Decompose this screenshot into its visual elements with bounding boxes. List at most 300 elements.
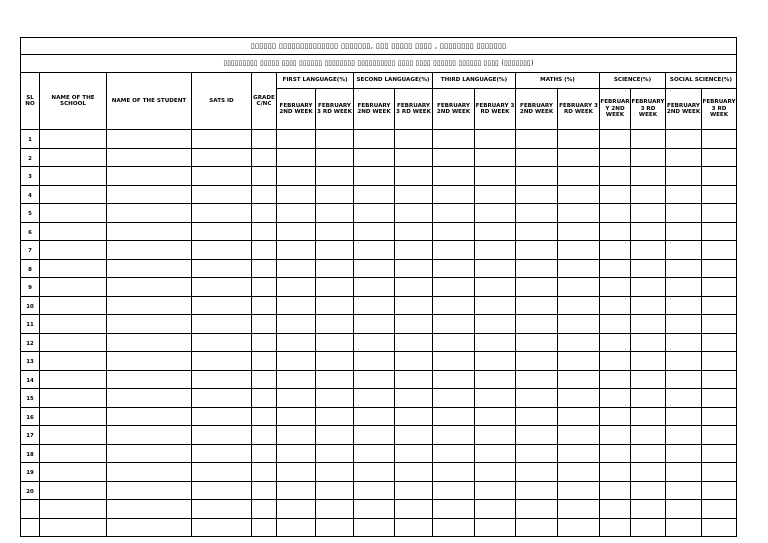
table-cell[interactable] xyxy=(666,167,702,186)
table-cell[interactable] xyxy=(516,444,558,463)
table-cell[interactable] xyxy=(316,222,354,241)
table-cell[interactable] xyxy=(277,518,316,537)
table-cell[interactable] xyxy=(107,241,192,260)
table-cell[interactable] xyxy=(316,352,354,371)
table-cell[interactable] xyxy=(516,518,558,537)
table-cell[interactable] xyxy=(192,315,252,334)
table-cell[interactable] xyxy=(558,500,600,519)
table-cell[interactable] xyxy=(666,148,702,167)
table-cell[interactable] xyxy=(354,463,395,482)
table-cell[interactable] xyxy=(516,296,558,315)
table-cell[interactable] xyxy=(702,296,737,315)
table-cell[interactable] xyxy=(666,518,702,537)
table-cell[interactable] xyxy=(40,204,107,223)
table-cell[interactable] xyxy=(395,185,433,204)
table-cell[interactable] xyxy=(666,185,702,204)
table-cell[interactable] xyxy=(354,481,395,500)
table-cell[interactable] xyxy=(475,333,516,352)
table-cell[interactable] xyxy=(516,222,558,241)
table-cell[interactable] xyxy=(40,463,107,482)
table-cell[interactable] xyxy=(40,518,107,537)
table-cell[interactable] xyxy=(277,222,316,241)
table-cell[interactable] xyxy=(666,426,702,445)
table-cell[interactable] xyxy=(277,444,316,463)
table-cell[interactable] xyxy=(475,315,516,334)
table-cell[interactable] xyxy=(516,426,558,445)
table-cell[interactable] xyxy=(558,259,600,278)
table-cell[interactable] xyxy=(475,518,516,537)
table-cell[interactable] xyxy=(107,444,192,463)
table-cell[interactable] xyxy=(192,167,252,186)
table-cell[interactable] xyxy=(666,130,702,149)
table-cell[interactable] xyxy=(277,259,316,278)
table-cell[interactable] xyxy=(40,333,107,352)
table-cell[interactable] xyxy=(252,278,277,297)
table-cell[interactable] xyxy=(558,481,600,500)
table-cell[interactable] xyxy=(252,241,277,260)
table-cell[interactable] xyxy=(558,370,600,389)
table-cell[interactable] xyxy=(558,463,600,482)
table-cell[interactable] xyxy=(192,481,252,500)
table-cell[interactable] xyxy=(702,185,737,204)
table-cell[interactable] xyxy=(475,278,516,297)
table-cell[interactable] xyxy=(395,148,433,167)
table-cell[interactable] xyxy=(316,426,354,445)
table-cell[interactable] xyxy=(277,148,316,167)
table-cell[interactable] xyxy=(702,426,737,445)
table-cell[interactable] xyxy=(702,500,737,519)
table-cell[interactable] xyxy=(631,333,666,352)
table-cell[interactable] xyxy=(558,222,600,241)
table-cell[interactable] xyxy=(600,481,631,500)
table-cell[interactable] xyxy=(666,241,702,260)
table-cell[interactable] xyxy=(475,148,516,167)
table-cell[interactable] xyxy=(516,500,558,519)
table-cell[interactable] xyxy=(40,481,107,500)
table-cell[interactable] xyxy=(600,352,631,371)
table-cell[interactable] xyxy=(192,185,252,204)
table-cell[interactable] xyxy=(277,167,316,186)
table-cell[interactable] xyxy=(277,481,316,500)
table-cell[interactable] xyxy=(316,259,354,278)
table-cell[interactable] xyxy=(631,315,666,334)
table-cell[interactable] xyxy=(516,148,558,167)
table-cell[interactable] xyxy=(631,222,666,241)
table-cell[interactable] xyxy=(354,444,395,463)
table-cell[interactable] xyxy=(40,259,107,278)
table-cell[interactable] xyxy=(600,444,631,463)
table-cell[interactable] xyxy=(516,370,558,389)
table-cell[interactable] xyxy=(316,315,354,334)
table-cell[interactable] xyxy=(192,444,252,463)
table-cell[interactable] xyxy=(316,407,354,426)
table-cell[interactable] xyxy=(192,463,252,482)
table-cell[interactable] xyxy=(354,259,395,278)
table-cell[interactable] xyxy=(666,259,702,278)
table-cell[interactable] xyxy=(395,389,433,408)
table-cell[interactable] xyxy=(395,259,433,278)
table-cell[interactable] xyxy=(600,463,631,482)
table-cell[interactable] xyxy=(516,352,558,371)
table-cell[interactable] xyxy=(433,500,475,519)
table-cell[interactable] xyxy=(666,444,702,463)
table-cell[interactable] xyxy=(192,389,252,408)
table-cell[interactable] xyxy=(40,185,107,204)
table-cell[interactable] xyxy=(433,370,475,389)
table-cell[interactable] xyxy=(40,222,107,241)
table-cell[interactable] xyxy=(666,222,702,241)
table-cell[interactable] xyxy=(277,278,316,297)
table-cell[interactable] xyxy=(107,481,192,500)
table-cell[interactable] xyxy=(252,481,277,500)
table-cell[interactable] xyxy=(631,259,666,278)
table-cell[interactable] xyxy=(433,444,475,463)
table-cell[interactable] xyxy=(107,296,192,315)
table-cell[interactable] xyxy=(354,370,395,389)
table-cell[interactable] xyxy=(395,204,433,223)
table-cell[interactable] xyxy=(277,185,316,204)
table-cell[interactable] xyxy=(600,130,631,149)
table-cell[interactable] xyxy=(516,130,558,149)
table-cell[interactable] xyxy=(192,148,252,167)
table-cell[interactable] xyxy=(600,259,631,278)
table-cell[interactable] xyxy=(252,352,277,371)
table-cell[interactable] xyxy=(395,167,433,186)
table-cell[interactable] xyxy=(600,315,631,334)
table-cell[interactable] xyxy=(252,222,277,241)
table-cell[interactable] xyxy=(702,315,737,334)
table-cell[interactable] xyxy=(516,463,558,482)
table-cell[interactable] xyxy=(666,481,702,500)
table-cell[interactable] xyxy=(40,407,107,426)
table-cell[interactable] xyxy=(354,315,395,334)
table-cell[interactable] xyxy=(631,426,666,445)
table-cell[interactable] xyxy=(107,259,192,278)
table-cell[interactable] xyxy=(600,333,631,352)
table-cell[interactable] xyxy=(395,333,433,352)
table-cell[interactable] xyxy=(316,167,354,186)
table-cell[interactable] xyxy=(252,500,277,519)
table-cell[interactable] xyxy=(252,407,277,426)
table-cell[interactable] xyxy=(600,278,631,297)
table-cell[interactable] xyxy=(40,352,107,371)
table-cell[interactable] xyxy=(40,370,107,389)
table-cell[interactable] xyxy=(252,518,277,537)
table-cell[interactable] xyxy=(631,278,666,297)
table-cell[interactable] xyxy=(107,278,192,297)
table-cell[interactable] xyxy=(558,407,600,426)
table-cell[interactable] xyxy=(252,296,277,315)
table-cell[interactable] xyxy=(395,278,433,297)
table-cell[interactable] xyxy=(354,241,395,260)
table-cell[interactable] xyxy=(516,167,558,186)
table-cell[interactable] xyxy=(395,130,433,149)
table-cell[interactable] xyxy=(192,407,252,426)
table-cell[interactable] xyxy=(395,296,433,315)
table-cell[interactable] xyxy=(354,296,395,315)
table-cell[interactable] xyxy=(600,296,631,315)
table-cell[interactable] xyxy=(252,130,277,149)
table-cell[interactable] xyxy=(354,500,395,519)
table-cell[interactable] xyxy=(395,463,433,482)
table-cell[interactable] xyxy=(516,185,558,204)
table-cell[interactable] xyxy=(558,241,600,260)
table-cell[interactable] xyxy=(475,204,516,223)
table-cell[interactable] xyxy=(558,296,600,315)
table-cell[interactable] xyxy=(600,370,631,389)
table-cell[interactable] xyxy=(316,278,354,297)
table-cell[interactable] xyxy=(666,278,702,297)
table-cell[interactable] xyxy=(107,185,192,204)
table-cell[interactable] xyxy=(192,296,252,315)
table-cell[interactable] xyxy=(252,167,277,186)
table-cell[interactable] xyxy=(475,130,516,149)
table-cell[interactable] xyxy=(433,518,475,537)
table-cell[interactable] xyxy=(600,222,631,241)
table-cell[interactable] xyxy=(40,130,107,149)
table-cell[interactable] xyxy=(666,315,702,334)
table-cell[interactable] xyxy=(433,315,475,334)
table-cell[interactable] xyxy=(192,518,252,537)
table-cell[interactable] xyxy=(192,241,252,260)
table-cell[interactable] xyxy=(600,407,631,426)
table-cell[interactable] xyxy=(433,389,475,408)
table-cell[interactable] xyxy=(600,426,631,445)
table-cell[interactable] xyxy=(666,370,702,389)
table-cell[interactable] xyxy=(702,130,737,149)
table-cell[interactable] xyxy=(475,167,516,186)
table-cell[interactable] xyxy=(433,130,475,149)
table-cell[interactable] xyxy=(354,278,395,297)
table-cell[interactable] xyxy=(316,463,354,482)
table-cell[interactable] xyxy=(475,426,516,445)
table-cell[interactable] xyxy=(433,481,475,500)
table-cell[interactable] xyxy=(277,370,316,389)
table-cell[interactable] xyxy=(40,167,107,186)
table-cell[interactable] xyxy=(395,481,433,500)
table-cell[interactable] xyxy=(40,148,107,167)
table-cell[interactable] xyxy=(631,130,666,149)
table-cell[interactable] xyxy=(666,204,702,223)
table-cell[interactable] xyxy=(558,278,600,297)
table-cell[interactable] xyxy=(252,185,277,204)
table-cell[interactable] xyxy=(475,241,516,260)
table-cell[interactable] xyxy=(40,315,107,334)
table-cell[interactable] xyxy=(40,500,107,519)
table-cell[interactable] xyxy=(631,389,666,408)
table-cell[interactable] xyxy=(354,148,395,167)
table-cell[interactable] xyxy=(516,241,558,260)
table-cell[interactable] xyxy=(631,444,666,463)
table-cell[interactable] xyxy=(433,259,475,278)
table-cell[interactable] xyxy=(558,444,600,463)
table-cell[interactable] xyxy=(702,407,737,426)
table-cell[interactable] xyxy=(475,185,516,204)
table-cell[interactable] xyxy=(277,130,316,149)
table-cell[interactable] xyxy=(40,426,107,445)
table-cell[interactable] xyxy=(395,407,433,426)
table-cell[interactable] xyxy=(192,259,252,278)
table-cell[interactable] xyxy=(475,370,516,389)
table-cell[interactable] xyxy=(277,296,316,315)
table-cell[interactable] xyxy=(666,463,702,482)
table-cell[interactable] xyxy=(277,315,316,334)
table-cell[interactable] xyxy=(702,204,737,223)
table-cell[interactable] xyxy=(277,241,316,260)
table-cell[interactable] xyxy=(558,130,600,149)
table-cell[interactable] xyxy=(316,389,354,408)
table-cell[interactable] xyxy=(558,518,600,537)
table-cell[interactable] xyxy=(433,407,475,426)
table-cell[interactable] xyxy=(40,241,107,260)
table-cell[interactable] xyxy=(107,167,192,186)
table-cell[interactable] xyxy=(631,370,666,389)
table-cell[interactable] xyxy=(631,167,666,186)
table-cell[interactable] xyxy=(395,315,433,334)
table-cell[interactable] xyxy=(475,481,516,500)
table-cell[interactable] xyxy=(277,204,316,223)
table-cell[interactable] xyxy=(702,518,737,537)
table-cell[interactable] xyxy=(192,222,252,241)
table-cell[interactable] xyxy=(631,481,666,500)
table-cell[interactable] xyxy=(316,444,354,463)
table-cell[interactable] xyxy=(252,370,277,389)
table-cell[interactable] xyxy=(107,370,192,389)
table-cell[interactable] xyxy=(558,426,600,445)
table-cell[interactable] xyxy=(107,222,192,241)
table-cell[interactable] xyxy=(631,407,666,426)
table-cell[interactable] xyxy=(433,222,475,241)
table-cell[interactable] xyxy=(316,333,354,352)
table-cell[interactable] xyxy=(354,333,395,352)
table-cell[interactable] xyxy=(666,407,702,426)
table-cell[interactable] xyxy=(631,241,666,260)
table-cell[interactable] xyxy=(316,481,354,500)
table-cell[interactable] xyxy=(631,185,666,204)
table-cell[interactable] xyxy=(316,241,354,260)
table-cell[interactable] xyxy=(107,407,192,426)
table-cell[interactable] xyxy=(516,278,558,297)
table-cell[interactable] xyxy=(475,296,516,315)
table-cell[interactable] xyxy=(558,204,600,223)
table-cell[interactable] xyxy=(395,444,433,463)
table-cell[interactable] xyxy=(40,296,107,315)
table-cell[interactable] xyxy=(516,259,558,278)
table-cell[interactable] xyxy=(192,370,252,389)
table-cell[interactable] xyxy=(192,426,252,445)
table-cell[interactable] xyxy=(433,463,475,482)
table-cell[interactable] xyxy=(316,518,354,537)
table-cell[interactable] xyxy=(395,426,433,445)
table-cell[interactable] xyxy=(516,389,558,408)
table-cell[interactable] xyxy=(354,426,395,445)
table-cell[interactable] xyxy=(107,463,192,482)
table-cell[interactable] xyxy=(354,167,395,186)
table-cell[interactable] xyxy=(107,204,192,223)
table-cell[interactable] xyxy=(702,259,737,278)
table-cell[interactable] xyxy=(475,407,516,426)
table-cell[interactable] xyxy=(666,389,702,408)
table-cell[interactable] xyxy=(433,333,475,352)
table-cell[interactable] xyxy=(631,352,666,371)
table-cell[interactable] xyxy=(192,333,252,352)
table-cell[interactable] xyxy=(475,259,516,278)
table-cell[interactable] xyxy=(192,130,252,149)
table-cell[interactable] xyxy=(107,426,192,445)
table-cell[interactable] xyxy=(316,204,354,223)
table-cell[interactable] xyxy=(395,222,433,241)
table-cell[interactable] xyxy=(107,148,192,167)
table-cell[interactable] xyxy=(558,389,600,408)
table-cell[interactable] xyxy=(631,296,666,315)
table-cell[interactable] xyxy=(40,389,107,408)
table-cell[interactable] xyxy=(433,204,475,223)
table-cell[interactable] xyxy=(252,333,277,352)
table-cell[interactable] xyxy=(600,167,631,186)
table-cell[interactable] xyxy=(558,315,600,334)
table-cell[interactable] xyxy=(395,518,433,537)
table-cell[interactable] xyxy=(475,222,516,241)
table-cell[interactable] xyxy=(395,241,433,260)
table-cell[interactable] xyxy=(107,352,192,371)
table-cell[interactable] xyxy=(107,389,192,408)
table-cell[interactable] xyxy=(277,463,316,482)
table-cell[interactable] xyxy=(277,426,316,445)
table-cell[interactable] xyxy=(316,370,354,389)
table-cell[interactable] xyxy=(107,130,192,149)
table-cell[interactable] xyxy=(702,389,737,408)
table-cell[interactable] xyxy=(40,444,107,463)
table-cell[interactable] xyxy=(516,204,558,223)
table-cell[interactable] xyxy=(600,185,631,204)
table-cell[interactable] xyxy=(277,333,316,352)
table-cell[interactable] xyxy=(516,333,558,352)
table-cell[interactable] xyxy=(702,352,737,371)
table-cell[interactable] xyxy=(558,167,600,186)
table-cell[interactable] xyxy=(192,204,252,223)
table-cell[interactable] xyxy=(600,241,631,260)
table-cell[interactable] xyxy=(277,407,316,426)
table-cell[interactable] xyxy=(433,352,475,371)
table-cell[interactable] xyxy=(252,463,277,482)
table-cell[interactable] xyxy=(600,148,631,167)
table-cell[interactable] xyxy=(702,370,737,389)
table-cell[interactable] xyxy=(354,407,395,426)
table-cell[interactable] xyxy=(516,481,558,500)
table-cell[interactable] xyxy=(395,352,433,371)
table-cell[interactable] xyxy=(702,222,737,241)
table-cell[interactable] xyxy=(702,463,737,482)
table-cell[interactable] xyxy=(354,389,395,408)
table-cell[interactable] xyxy=(558,185,600,204)
table-cell[interactable] xyxy=(600,500,631,519)
table-cell[interactable] xyxy=(252,148,277,167)
table-cell[interactable] xyxy=(107,315,192,334)
table-cell[interactable] xyxy=(558,148,600,167)
table-cell[interactable] xyxy=(395,500,433,519)
table-cell[interactable] xyxy=(631,463,666,482)
table-cell[interactable] xyxy=(666,296,702,315)
table-cell[interactable] xyxy=(433,241,475,260)
table-cell[interactable] xyxy=(252,444,277,463)
table-cell[interactable] xyxy=(475,352,516,371)
table-cell[interactable] xyxy=(600,204,631,223)
table-cell[interactable] xyxy=(702,167,737,186)
table-cell[interactable] xyxy=(631,204,666,223)
table-cell[interactable] xyxy=(666,333,702,352)
table-cell[interactable] xyxy=(107,333,192,352)
table-cell[interactable] xyxy=(354,204,395,223)
